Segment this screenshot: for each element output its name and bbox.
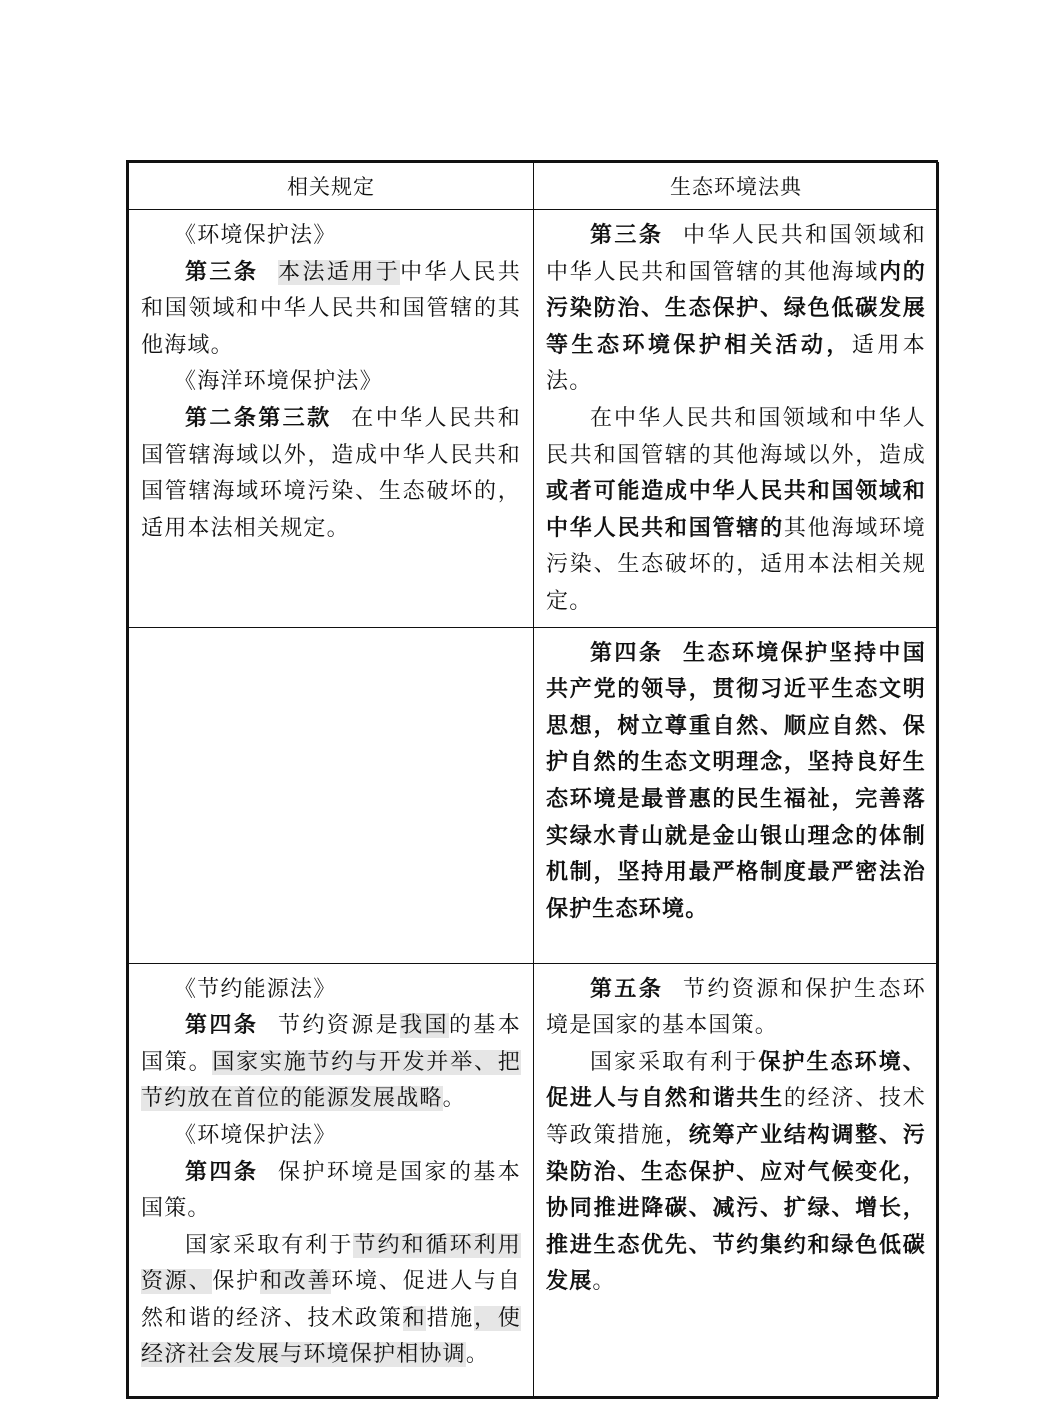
table-row xyxy=(129,627,939,963)
article-paragraph xyxy=(141,1155,521,1228)
article-text: 。 xyxy=(592,1269,616,1295)
highlighted-text: 和改善 xyxy=(259,1269,332,1295)
article-number: 第四条 xyxy=(590,640,664,666)
article-text: 适用本法。 xyxy=(546,332,926,395)
article-paragraph xyxy=(141,401,521,547)
article-text: 国家采取有利于 xyxy=(590,1049,759,1075)
highlighted-text: 节约和循环利用资源、 xyxy=(141,1232,522,1295)
article-text: 中华人民共和国领域和中华人民共和国管辖的其他海域。 xyxy=(141,259,521,358)
law-title: 《环境保护法》 xyxy=(174,1122,337,1148)
article-paragraph xyxy=(546,401,926,621)
highlighted-text: 和 xyxy=(402,1305,427,1331)
row1-right-cell xyxy=(534,210,939,628)
article-text: 其他海域环境污染、生态破坏的，适用本法相关规定。 xyxy=(546,515,926,614)
row2-right-cell xyxy=(534,627,939,963)
article-text: 的经济、技术等政策措施， xyxy=(546,1086,926,1148)
row2-left-cell-empty xyxy=(129,627,534,963)
article-text-bold: 内的污染防治、生态保护、绿色低碳发展等生态环境保护相关活动， xyxy=(546,259,926,358)
comparison-table xyxy=(126,160,938,1399)
article-number: 第二条第三款 xyxy=(185,405,332,431)
law-title: 《海洋环境保护法》 xyxy=(174,369,383,395)
table-row xyxy=(129,210,939,628)
article-text: 的基本国策。 xyxy=(141,1013,521,1075)
article-text-bold: 保护生态环境、促进人与自然和谐共生 xyxy=(546,1049,927,1112)
article-number: 第四条 xyxy=(185,1159,259,1185)
article-number: 第四条 xyxy=(185,1013,259,1039)
article-text: 保护环境是国家的基本国策。 xyxy=(141,1159,521,1222)
law-title: 《环境保护法》 xyxy=(174,223,337,248)
article-text: 保护 xyxy=(212,1269,260,1295)
row3-right-cell xyxy=(534,963,939,1396)
header-row xyxy=(129,163,939,210)
article-text: 中华人民共和国领域和中华人民共和国管辖的其他海域 xyxy=(546,223,926,285)
article-text: 节约资源是 xyxy=(278,1013,401,1039)
article-paragraph xyxy=(141,1228,521,1374)
article-paragraph xyxy=(141,1008,521,1118)
header-eco-code: 生态环境法典 xyxy=(534,163,939,210)
article-paragraph xyxy=(141,255,521,365)
article-number: 第三条 xyxy=(590,223,664,248)
article-text-bold: 生态环境保护坚持中国共产党的领导，贯彻习近平生态文明思想，树立尊重自然、顺应自然、保护自然的生态文明理念，坚持良好生态环境是最普惠的民生福祉，完善落实绿水青山就是金山银山理念的体制机制，坚持用最严格制度最严密法治保护生态环境。 xyxy=(546,640,926,922)
highlighted-text: ，使经济社会发展与环境保护相协调 xyxy=(141,1305,522,1368)
article-text: 。 xyxy=(442,1086,466,1112)
article-paragraph xyxy=(546,972,926,1045)
highlighted-text: 我国 xyxy=(400,1013,449,1039)
article-text: 在中华人民共和国领域和中华人民共和国管辖的其他海域以外，造成 xyxy=(546,405,926,468)
article-number: 第五条 xyxy=(590,976,664,1002)
article-number: 第三条 xyxy=(185,259,259,285)
article-paragraph xyxy=(546,636,926,929)
article-text: 国家采取有利于 xyxy=(185,1232,354,1258)
table-row xyxy=(129,963,939,1396)
law-title: 《节约能源法》 xyxy=(174,976,337,1002)
highlighted-text: 本法适用于 xyxy=(278,259,401,285)
article-paragraph xyxy=(546,1045,926,1301)
row3-left-cell xyxy=(129,963,534,1396)
header-related-provisions: 相关规定 xyxy=(129,163,534,210)
article-text: 在中华人民共和国管辖海域以外，造成中华人民共和国管辖海域环境污染、生态破坏的，适用本法相关规定。 xyxy=(141,405,521,541)
article-text: 节约资源和保护生态环境是国家的基本国策。 xyxy=(546,976,926,1039)
article-paragraph xyxy=(546,218,926,401)
article-text: 措施 xyxy=(426,1305,475,1331)
row1-left-cell xyxy=(129,210,534,628)
article-text-bold: 统筹产业结构调整、污染防治、生态保护、应对气候变化，协同推进降碳、减污、扩绿、增长，推进生态优先、节约集约和绿色低碳发展 xyxy=(546,1122,926,1295)
article-text: 环境、促进人与自然和谐的经济、技术政策 xyxy=(141,1269,521,1331)
article-text: 。 xyxy=(465,1342,490,1368)
article-text-bold: 或者可能造成中华人民共和国领域和中华人民共和国管辖的 xyxy=(546,479,926,541)
highlighted-text: 国家实施节约与开发并举、把节约放在首位的能源发展战略 xyxy=(141,1049,521,1112)
